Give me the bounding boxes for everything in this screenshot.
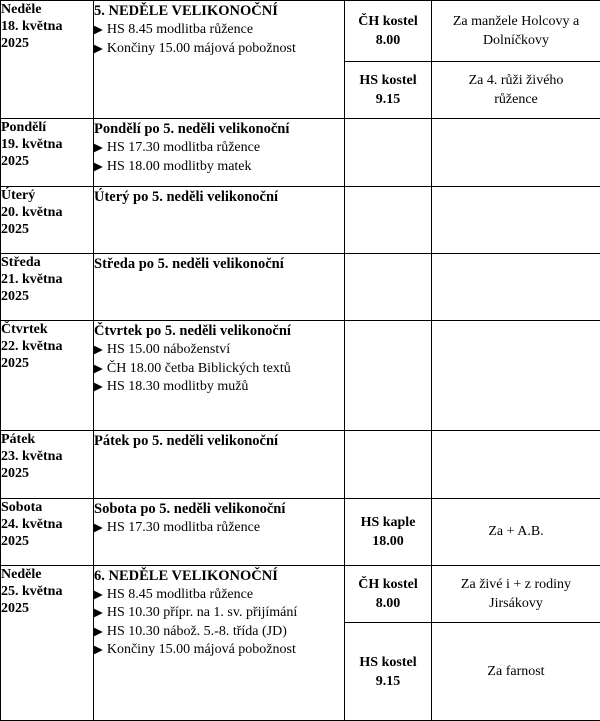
place-line: HS kaple bbox=[360, 514, 416, 530]
day-cell bbox=[1, 253, 94, 320]
event-text: ČH 18.00 četba Biblických textů bbox=[106, 360, 291, 376]
day-row bbox=[1, 1, 600, 62]
event-item bbox=[94, 586, 344, 605]
event-text: HS 10.30 nábož. 5.-8. třída (JD) bbox=[106, 623, 287, 639]
intent-line: Za 4. růži živého bbox=[468, 73, 564, 89]
event-item bbox=[94, 360, 344, 379]
mass-intention bbox=[432, 253, 600, 320]
event-item bbox=[94, 40, 344, 59]
day-cell bbox=[1, 321, 94, 431]
intent-line: Za manžele Holcovy a bbox=[452, 14, 580, 30]
mass-place-time bbox=[345, 62, 432, 119]
mass-place-time bbox=[345, 565, 432, 622]
bullet-triangle-icon: ▶ bbox=[94, 588, 103, 601]
day-line: 19. května bbox=[1, 137, 63, 153]
bullet-triangle-icon: ▶ bbox=[94, 362, 103, 375]
liturgical-title: Úterý po 5. neděli velikonoční bbox=[94, 188, 279, 205]
day-line: Pátek bbox=[1, 432, 36, 448]
day-cell bbox=[1, 186, 94, 253]
day-line: 2025 bbox=[1, 154, 29, 170]
event-text: Končiny 15.00 májová pobožnost bbox=[106, 40, 296, 56]
day-line: Sobota bbox=[1, 499, 43, 515]
day-line: 2025 bbox=[1, 466, 29, 482]
mass-place-time bbox=[345, 119, 432, 186]
mass-place-time bbox=[345, 1, 432, 62]
event-text: HS 8.45 modlitba růžence bbox=[106, 586, 254, 602]
place-line: ČH kostel bbox=[358, 576, 418, 592]
liturgical-title: Středa po 5. neděli velikonoční bbox=[94, 255, 284, 272]
event-item bbox=[94, 21, 344, 40]
day-line: 2025 bbox=[1, 600, 29, 616]
day-line: 2025 bbox=[1, 221, 29, 237]
intent-line: růžence bbox=[494, 92, 538, 108]
bullet-triangle-icon: ▶ bbox=[94, 142, 103, 155]
mass-place-time bbox=[345, 253, 432, 320]
mass-intention bbox=[432, 321, 600, 431]
bullet-triangle-icon: ▶ bbox=[94, 344, 103, 357]
day-description bbox=[94, 253, 345, 320]
mass-intention bbox=[432, 62, 600, 119]
intent-line: Jirsákovy bbox=[489, 595, 543, 611]
event-item bbox=[94, 158, 344, 177]
bullet-triangle-icon: ▶ bbox=[94, 160, 103, 173]
day-description bbox=[94, 186, 345, 253]
bullet-triangle-icon: ▶ bbox=[94, 42, 103, 55]
day-cell bbox=[1, 1, 94, 119]
mass-intention bbox=[432, 119, 600, 186]
intent-line: Za živé i + z rodiny bbox=[460, 576, 572, 592]
day-row bbox=[1, 431, 600, 498]
place-line: 18.00 bbox=[372, 533, 404, 549]
day-row bbox=[1, 253, 600, 320]
mass-intention bbox=[432, 565, 600, 622]
day-cell bbox=[1, 119, 94, 186]
bullet-triangle-icon: ▶ bbox=[94, 625, 103, 638]
day-line: 24. května bbox=[1, 516, 63, 532]
event-item bbox=[94, 623, 344, 642]
day-description bbox=[94, 1, 345, 119]
day-row bbox=[1, 565, 600, 622]
event-item bbox=[94, 378, 344, 397]
bullet-triangle-icon: ▶ bbox=[94, 381, 103, 394]
event-text: HS 17.30 modlitba růžence bbox=[106, 140, 261, 156]
day-line: 2025 bbox=[1, 36, 29, 51]
day-description bbox=[94, 119, 345, 186]
day-row bbox=[1, 321, 600, 431]
day-row bbox=[1, 498, 600, 565]
event-text: Končiny 15.00 májová pobožnost bbox=[106, 642, 296, 658]
day-line: 18. května bbox=[1, 19, 63, 34]
event-text: HS 18.30 modlitby mužů bbox=[106, 379, 249, 395]
day-cell bbox=[1, 565, 94, 720]
intent-line: Za farnost bbox=[487, 664, 545, 680]
day-line: Úterý bbox=[1, 187, 36, 203]
liturgical-title: Pátek po 5. neděli velikonoční bbox=[94, 433, 279, 450]
mass-place-time bbox=[345, 186, 432, 253]
place-line: ČH kostel bbox=[358, 14, 418, 30]
day-description bbox=[94, 498, 345, 565]
day-description bbox=[94, 321, 345, 431]
day-line: Neděle bbox=[1, 2, 42, 17]
event-item bbox=[94, 139, 344, 158]
event-text: HS 10.30 přípr. na 1. sv. přijímání bbox=[106, 605, 298, 621]
event-item bbox=[94, 341, 344, 360]
place-line: 8.00 bbox=[375, 33, 401, 49]
mass-intention bbox=[432, 1, 600, 62]
mass-intention bbox=[432, 431, 600, 498]
mass-place-time bbox=[345, 321, 432, 431]
mass-intention bbox=[432, 498, 600, 565]
day-row bbox=[1, 119, 600, 186]
day-line: 25. května bbox=[1, 583, 63, 599]
bullet-triangle-icon: ▶ bbox=[94, 24, 103, 36]
liturgical-title: 5. NEDĚLE VELIKONOČNÍ bbox=[94, 3, 278, 19]
event-item bbox=[94, 519, 344, 538]
day-description bbox=[94, 431, 345, 498]
intent-line: Za + A.B. bbox=[488, 524, 544, 540]
place-line: HS kostel bbox=[359, 654, 417, 670]
event-item bbox=[94, 604, 344, 623]
liturgical-title: 6. NEDĚLE VELIKONOČNÍ bbox=[94, 567, 278, 584]
mass-intention bbox=[432, 186, 600, 253]
event-text: HS 18.00 modlitby matek bbox=[106, 158, 252, 174]
mass-intention bbox=[432, 623, 600, 721]
liturgical-title: Pondělí po 5. neděli velikonoční bbox=[94, 121, 290, 138]
bullet-triangle-icon: ▶ bbox=[94, 521, 103, 534]
event-text: HS 15.00 náboženství bbox=[106, 342, 231, 358]
day-description bbox=[94, 565, 345, 720]
day-row bbox=[1, 186, 600, 253]
day-line: 23. května bbox=[1, 449, 63, 465]
event-text: HS 17.30 modlitba růžence bbox=[106, 519, 261, 535]
day-line: Neděle bbox=[1, 566, 42, 582]
day-line: 2025 bbox=[1, 356, 29, 372]
day-line: 2025 bbox=[1, 288, 29, 304]
event-item bbox=[94, 641, 344, 660]
liturgical-title: Čtvrtek po 5. neděli velikonoční bbox=[94, 323, 291, 340]
day-line: 20. května bbox=[1, 204, 63, 220]
day-line: 21. května bbox=[1, 271, 63, 287]
bullet-triangle-icon: ▶ bbox=[94, 644, 103, 657]
day-cell bbox=[1, 431, 94, 498]
day-line: Čtvrtek bbox=[1, 322, 48, 338]
place-line: 9.15 bbox=[375, 92, 401, 108]
mass-place-time bbox=[345, 431, 432, 498]
place-line: 9.15 bbox=[375, 673, 401, 689]
bullet-triangle-icon: ▶ bbox=[94, 607, 103, 620]
mass-place-time bbox=[345, 498, 432, 565]
day-cell bbox=[1, 498, 94, 565]
day-line: Pondělí bbox=[1, 120, 47, 136]
liturgical-title: Sobota po 5. neděli velikonoční bbox=[94, 500, 286, 517]
place-line: 8.00 bbox=[375, 595, 401, 611]
day-line: Středa bbox=[1, 254, 41, 270]
day-line: 2025 bbox=[1, 533, 29, 549]
place-line: HS kostel bbox=[359, 73, 417, 89]
event-text: HS 8.45 modlitba růžence bbox=[106, 22, 254, 37]
mass-place-time bbox=[345, 623, 432, 721]
day-line: 22. května bbox=[1, 339, 63, 355]
intent-line: Dolníčkovy bbox=[482, 33, 550, 49]
